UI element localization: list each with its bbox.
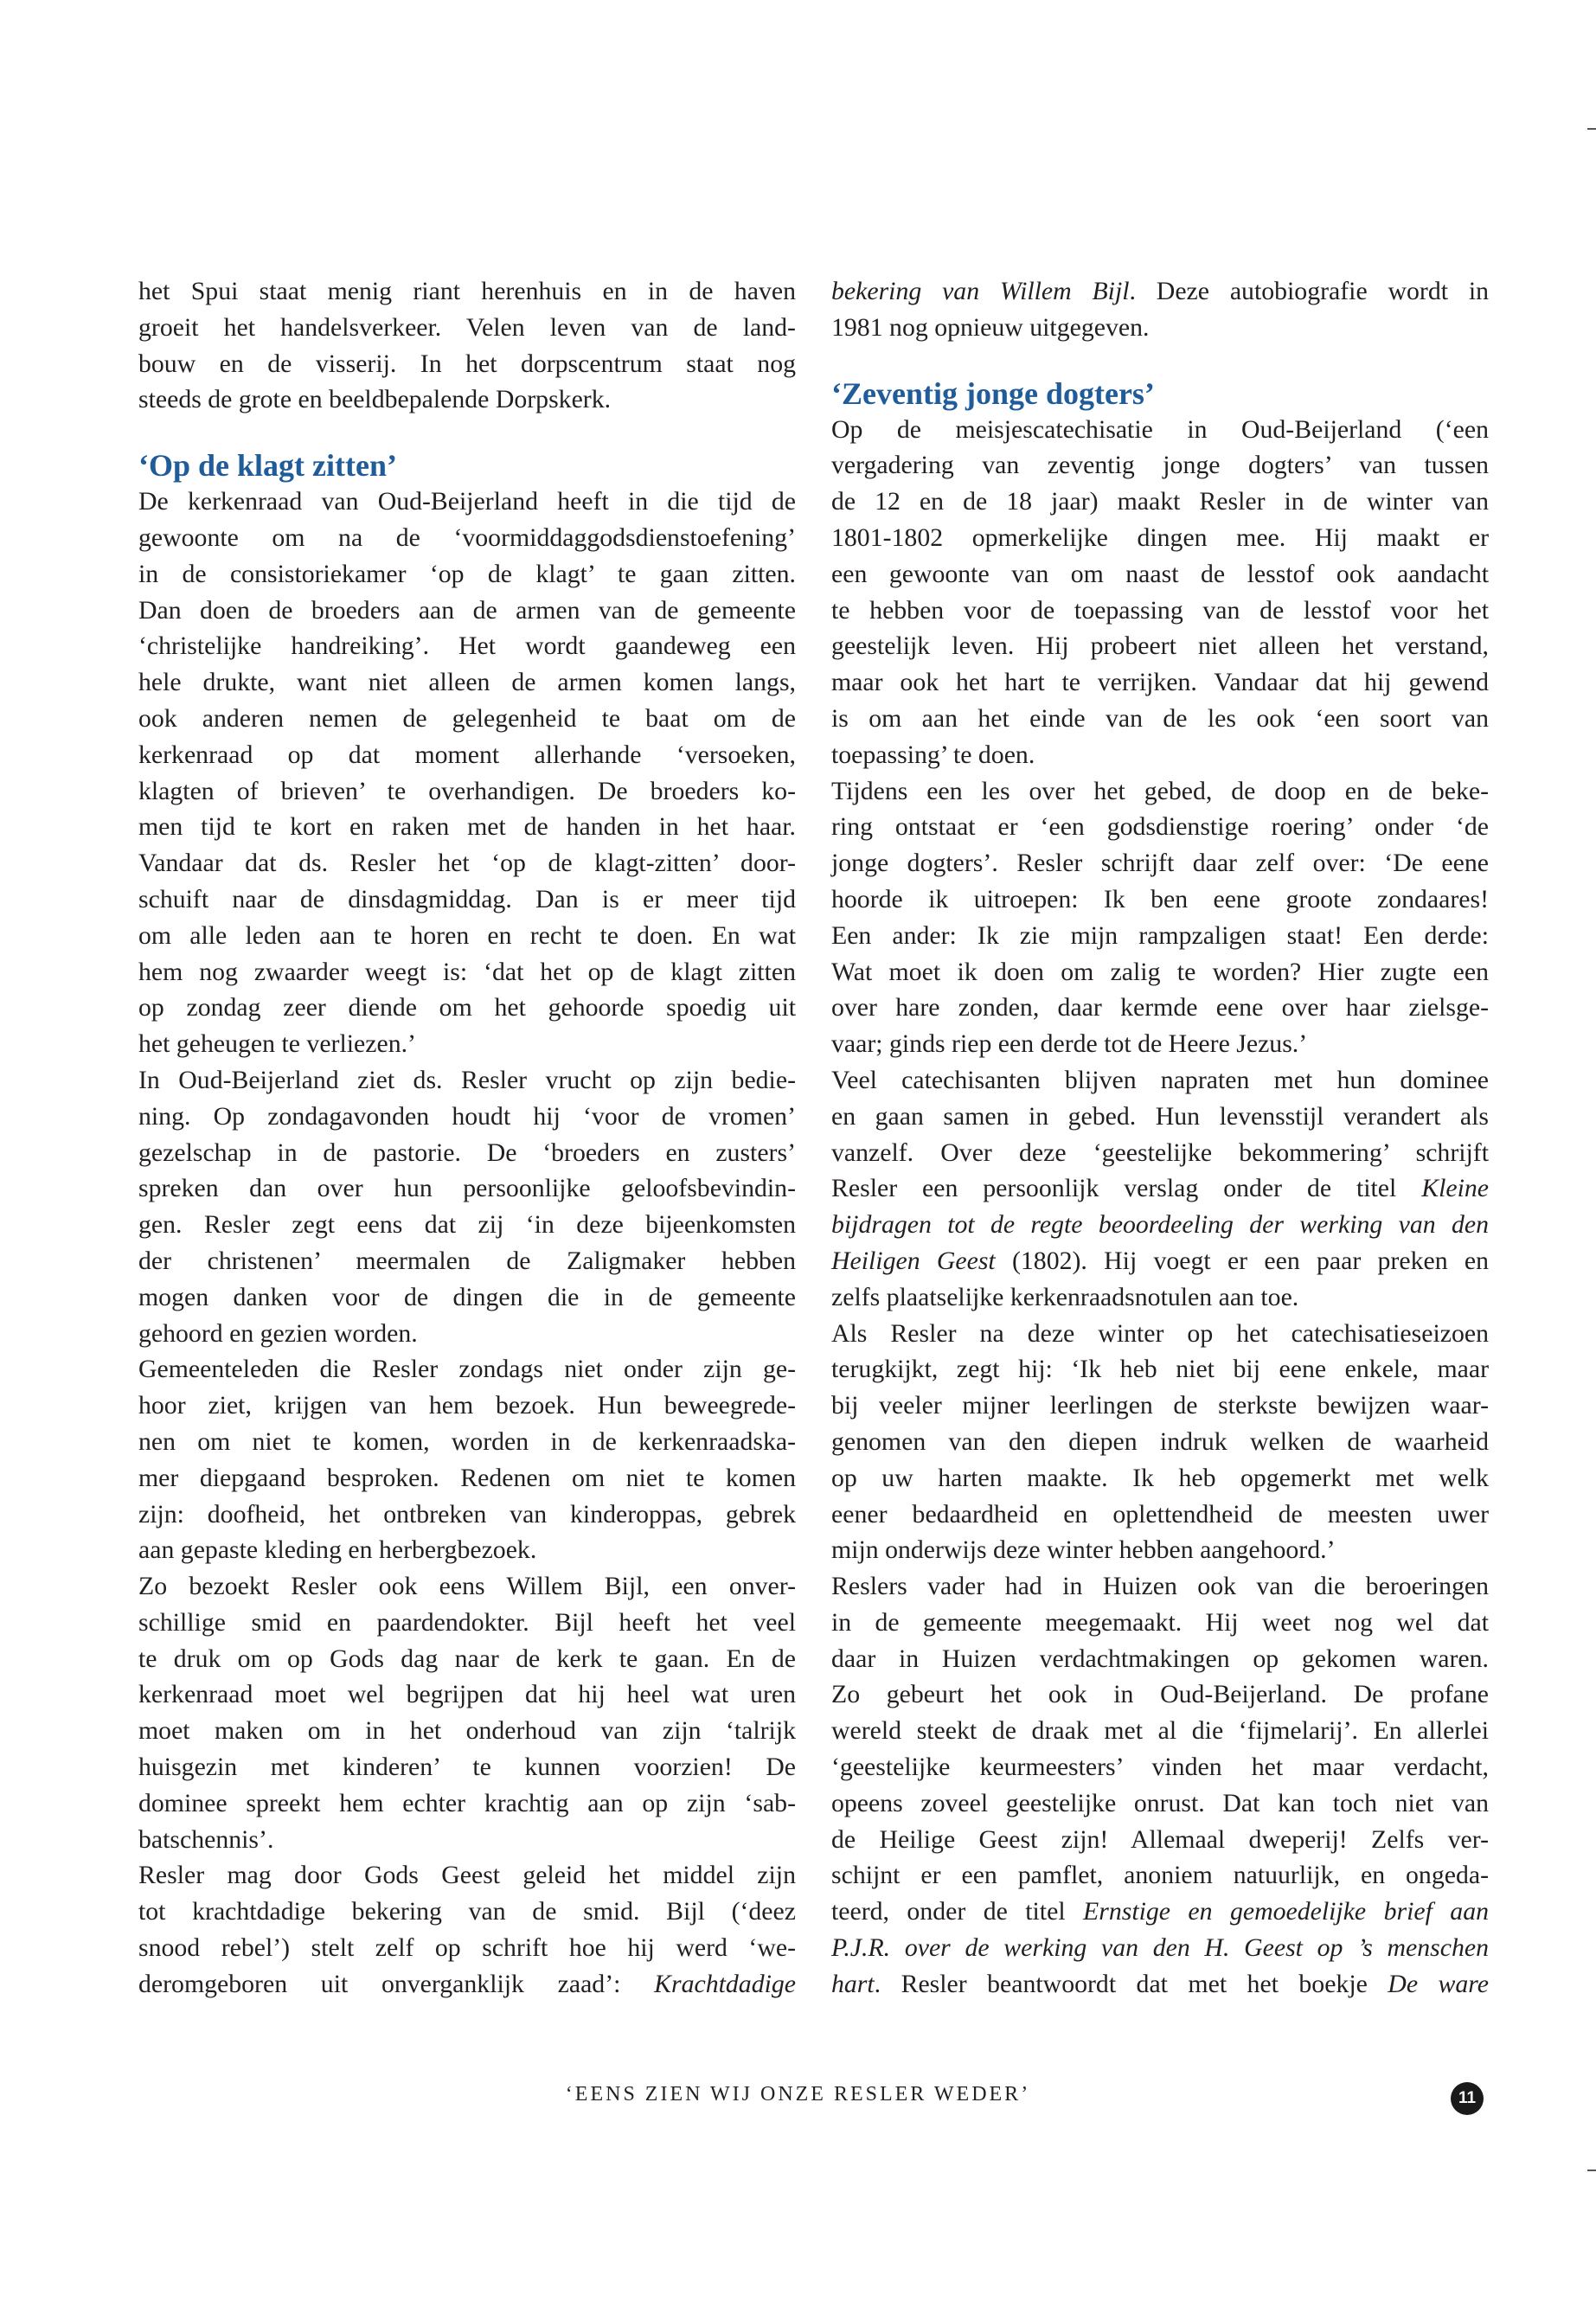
text-line: dominee spreekt hem echter krachtig aan op zijn ‘sab- bbox=[138, 1788, 796, 1817]
text-line: Vandaar dat ds. Resler het ‘op de klagt-zitten’ door- bbox=[138, 849, 796, 878]
paragraph-kerkenraad bbox=[138, 484, 796, 1062]
text-line: jonge dogters’. Resler schrijft daar zelf over: ‘De eene bbox=[831, 849, 1489, 878]
text-line: terugkijkt, zegt hij: ‘Ik heb niet bij eene enkele, maar bbox=[831, 1355, 1489, 1384]
text-line: mijn onderwijs deze winter hebben aangehoord.’ bbox=[831, 1535, 1336, 1565]
text-line: In Oud-Beijerland ziet ds. Resler vrucht op zijn bedie- bbox=[138, 1065, 796, 1094]
text-line: Zo bezoekt Resler ook eens Willem Bijl, een onver- bbox=[138, 1572, 796, 1601]
text-line: zelfs plaatselijke kerkenraadsnotulen aan toe. bbox=[831, 1282, 1299, 1311]
text-line: maar ook het hart te verrijken. Vandaar dat hij gewend bbox=[831, 668, 1489, 697]
paragraph-vrucht bbox=[138, 1062, 796, 1351]
text-line: gewoonte om na de ‘voormiddaggodsdienstoefening’ bbox=[138, 522, 796, 552]
text-line: ring ontstaat er ‘een godsdienstige roering’ onder ‘de bbox=[831, 812, 1489, 842]
text-span: teerd, onder de titel bbox=[831, 1897, 1084, 1926]
text-line: de 12 en de 18 jaar) maakt Resler in de winter van bbox=[831, 487, 1489, 516]
text-line: in de consistoriekamer ‘op de klagt’ te gaan zitten. bbox=[138, 559, 796, 588]
book-title: bekering van Willem Bijl bbox=[831, 277, 1130, 305]
text-line: Gemeenteleden die Resler zondags niet onder zijn ge- bbox=[138, 1355, 796, 1384]
text-line: vanzelf. Over deze ‘geestelijke bekommering’ schrijft bbox=[831, 1138, 1489, 1167]
text-line: Resler mag door Gods Geest geleid het middel zijn bbox=[138, 1861, 796, 1890]
text-line: steeds de grote en beeldbepalende Dorpskerk. bbox=[138, 385, 612, 414]
text-line: de Heilige Geest zijn! Allemaal dweperij! Zelfs ver- bbox=[831, 1824, 1489, 1854]
text-line: huisgezin met kinderen’ te kunnen voorzien! De bbox=[138, 1753, 796, 1782]
text-line: ning. Op zondagavonden houdt hij ‘voor de vromen’ bbox=[138, 1101, 796, 1131]
text-line: toepassing’ te doen. bbox=[831, 740, 1035, 769]
paragraph-spui bbox=[138, 273, 796, 418]
text-line: De kerkenraad van Oud-Beijerland heeft in die tijd de bbox=[138, 487, 796, 516]
book-title: Kleine bbox=[1421, 1174, 1489, 1203]
text-line bbox=[831, 1966, 1489, 2003]
text-line: kerkenraad moet wel begrijpen dat hij heel wat uren bbox=[138, 1680, 796, 1709]
text-line: daar in Huizen verdachtmakingen op gekomen waren. bbox=[831, 1644, 1489, 1673]
text-line: te hebben voor de toepassing van de lesstof voor het bbox=[831, 595, 1489, 625]
text-line: wereld steekt de draak met al die ‘fijmelarij’. En allerlei bbox=[831, 1716, 1489, 1746]
text-line: vaar; ginds riep een derde tot de Heere Jezus.’ bbox=[831, 1029, 1308, 1059]
paragraph-terugblik bbox=[831, 1316, 1489, 1569]
text-line bbox=[831, 273, 1489, 310]
text-line: mer diepgaand besproken. Redenen om niet te komen bbox=[138, 1463, 796, 1492]
paragraph-bekering bbox=[138, 1857, 796, 2002]
section-heading-klagt: ‘Op de klagt zitten’ bbox=[138, 448, 397, 484]
text-line: schijnt er een pamflet, anoniem natuurlijk, en ongeda- bbox=[831, 1861, 1489, 1890]
paragraph-catechisatie bbox=[831, 412, 1489, 773]
text-line: zijn: doofheid, het ontbreken van kinderoppas, gebrek bbox=[138, 1499, 796, 1529]
text-line: het geheugen te verliezen.’ bbox=[138, 1029, 416, 1059]
text-line: men tijd te kort en raken met de handen in het haar. bbox=[138, 812, 796, 842]
text-line: snood rebel’) stelt zelf op schrift hoe hij werd ‘we- bbox=[138, 1933, 796, 1963]
text-line: gezelschap in de pastorie. De ‘broeders en zusters’ bbox=[138, 1138, 796, 1167]
text-span: deromgeboren uit onverganklijk zaad’: bbox=[138, 1969, 655, 1998]
text-line: hem nog zwaarder weegt is: ‘dat het op de klagt zitten bbox=[138, 957, 796, 986]
text-line: en gaan samen in gebed. Hun levensstijl verandert als bbox=[831, 1101, 1489, 1131]
paragraph-huizen bbox=[831, 1568, 1489, 2003]
text-line: hoorde ik uitroepen: Ik ben eene groote zondaares! bbox=[831, 884, 1489, 913]
right-column bbox=[831, 273, 1489, 2003]
text-line: gehoord en gezien worden. bbox=[138, 1318, 418, 1348]
paragraph-willem-bijl bbox=[138, 1568, 796, 1857]
text-line: Als Resler na deze winter op het catechisatieseizoen bbox=[831, 1318, 1489, 1348]
book-title: hart bbox=[831, 1969, 875, 1998]
text-line: der christenen’ meermalen de Zaligmaker hebben bbox=[138, 1246, 796, 1275]
running-footer-title: ‘EENS ZIEN WIJ ONZE RESLER WEDER’ bbox=[565, 2083, 1031, 2106]
book-title: Ernstige en gemoedelijke brief aan bbox=[1083, 1897, 1489, 1926]
text-line: bij veeler mijner leerlingen de sterkste bewijzen waar- bbox=[831, 1391, 1489, 1420]
text-line: Reslers vader had in Huizen ook van die beroeringen bbox=[831, 1572, 1489, 1601]
text-line: eener bedaardheid en oplettendheid de meesten uwer bbox=[831, 1499, 1489, 1529]
text-line: Wat moet ik doen om zalig te worden? Hier zugte een bbox=[831, 957, 1489, 986]
text-line: Een ander: Ik zie mijn rampzaligen staat! Een derde: bbox=[831, 920, 1489, 950]
text-line: 1801-1802 opmerkelijke dingen mee. Hij maakt er bbox=[831, 522, 1489, 552]
text-line bbox=[831, 1243, 1489, 1279]
crop-mark-bottom bbox=[1587, 2170, 1596, 2171]
text-line: mogen danken voor de dingen die in de gemeente bbox=[138, 1282, 796, 1311]
text-span: (1802). Hij voegt er een paar preken en bbox=[995, 1246, 1489, 1275]
text-line: ‘christelijke handreiking’. Het wordt gaandeweg een bbox=[138, 631, 796, 661]
text-line: in de gemeente meegemaakt. Hij weet nog wel dat bbox=[831, 1607, 1489, 1637]
crop-mark-top bbox=[1587, 128, 1596, 130]
book-title: bijdragen tot de regte beoordeeling der werking van den bbox=[831, 1210, 1489, 1240]
text-line: klagten of brieven’ te overhandigen. De broeders ko- bbox=[138, 776, 796, 805]
paragraph-catechisanten bbox=[831, 1062, 1489, 1316]
text-line: 1981 nog opnieuw uitgegeven. bbox=[831, 312, 1150, 342]
text-line: op uw harten maakte. Ik heb opgemerkt met welk bbox=[831, 1463, 1489, 1492]
left-column bbox=[138, 273, 796, 2003]
text-line: hele drukte, want niet alleen de armen komen langs, bbox=[138, 668, 796, 697]
paragraph-autobiografie bbox=[831, 273, 1489, 346]
text-span: Resler een persoonlijk verslag onder de titel bbox=[831, 1174, 1422, 1203]
text-line: bouw en de visserij. In het dorpscentrum staat nog bbox=[138, 349, 796, 378]
text-line bbox=[831, 1930, 1489, 1966]
book-title: De ware bbox=[1388, 1969, 1489, 1998]
book-title: P.J.R. over de werking van den H. Geest op ’s menschen bbox=[831, 1933, 1489, 1963]
text-line: schillige smid en paardendokter. Bijl heeft het veel bbox=[138, 1607, 796, 1637]
text-line: gen. Resler zegt eens dat zij ‘in deze bijeenkomsten bbox=[138, 1210, 796, 1240]
text-line: ook anderen nemen de gelegenheid te baat om de bbox=[138, 703, 796, 733]
text-line: Tijdens een les over het gebed, de doop en de beke- bbox=[831, 776, 1489, 805]
text-line: het Spui staat menig riant herenhuis en in de haven bbox=[138, 277, 796, 305]
text-line: nen om niet te komen, worden in de kerkenraadska- bbox=[138, 1426, 796, 1456]
paragraph-gemeenteleden bbox=[138, 1351, 796, 1568]
section-heading-dogters: ‘Zeventig jonge dogters’ bbox=[831, 375, 1155, 411]
text-line: Veel catechisanten blijven napraten met hun dominee bbox=[831, 1065, 1489, 1094]
text-line: spreken dan over hun persoonlijke geloofsbevindin- bbox=[138, 1174, 796, 1203]
text-span: . Deze autobiografie wordt in bbox=[1129, 277, 1489, 305]
text-line: Dan doen de broeders aan de armen van de gemeente bbox=[138, 595, 796, 625]
text-line: om alle leden aan te horen en recht te doen. En wat bbox=[138, 920, 796, 950]
text-line: opeens zoveel geestelijke onrust. Dat kan toch niet van bbox=[831, 1788, 1489, 1817]
text-line: te druk om op Gods dag naar de kerk te gaan. En de bbox=[138, 1644, 796, 1673]
text-line: aan gepaste kleding en herbergbezoek. bbox=[138, 1535, 537, 1565]
book-title: Heiligen Geest bbox=[831, 1246, 996, 1275]
text-line: schuift naar de dinsdagmiddag. Dan is er meer tijd bbox=[138, 884, 796, 913]
text-line: vergadering van zeventig jonge dogters’ van tussen bbox=[831, 451, 1489, 480]
text-line: is om aan het einde van de les ook ‘een soort van bbox=[831, 703, 1489, 733]
text-line: over hare zonden, daar kermde eene over haar zielsge- bbox=[831, 993, 1489, 1022]
text-line bbox=[831, 1894, 1489, 1930]
text-line: hoor ziet, krijgen van hem bezoek. Hun beweegrede- bbox=[138, 1391, 796, 1420]
text-line: batschennis’. bbox=[138, 1824, 274, 1854]
text-line: kerkenraad op dat moment allerhande ‘versoeken, bbox=[138, 740, 796, 769]
book-title: Krachtdadige bbox=[654, 1969, 796, 1998]
text-line: geestelijk leven. Hij probeert niet alleen het verstand, bbox=[831, 631, 1489, 661]
text-line bbox=[138, 1966, 796, 2003]
text-line: tot krachtdadige bekering van de smid. Bijl (‘deez bbox=[138, 1897, 796, 1926]
text-line: op zondag zeer diende om het gehoorde spoedig uit bbox=[138, 993, 796, 1022]
text-line: een gewoonte van om naast de lesstof ook aandacht bbox=[831, 559, 1489, 588]
paragraph-gebed bbox=[831, 773, 1489, 1062]
page-number-badge: 11 bbox=[1451, 2082, 1484, 2115]
text-line: moet maken om in het onderhoud van zijn ‘talrijk bbox=[138, 1716, 796, 1746]
text-line: ‘geestelijke keurmeesters’ vinden het maar verdacht, bbox=[831, 1753, 1489, 1782]
text-span: . Resler beantwoordt dat met het boekje bbox=[874, 1969, 1388, 1998]
text-line: Op de meisjescatechisatie in Oud-Beijerland (‘een bbox=[831, 414, 1489, 444]
text-line bbox=[831, 1207, 1489, 1243]
text-line: groeit het handelsverkeer. Velen leven van de land- bbox=[138, 312, 796, 342]
text-line: genomen van den diepen indruk welken de waarheid bbox=[831, 1426, 1489, 1456]
text-line: Zo gebeurt het ook in Oud-Beijerland. De profane bbox=[831, 1680, 1489, 1709]
text-line bbox=[831, 1170, 1489, 1207]
